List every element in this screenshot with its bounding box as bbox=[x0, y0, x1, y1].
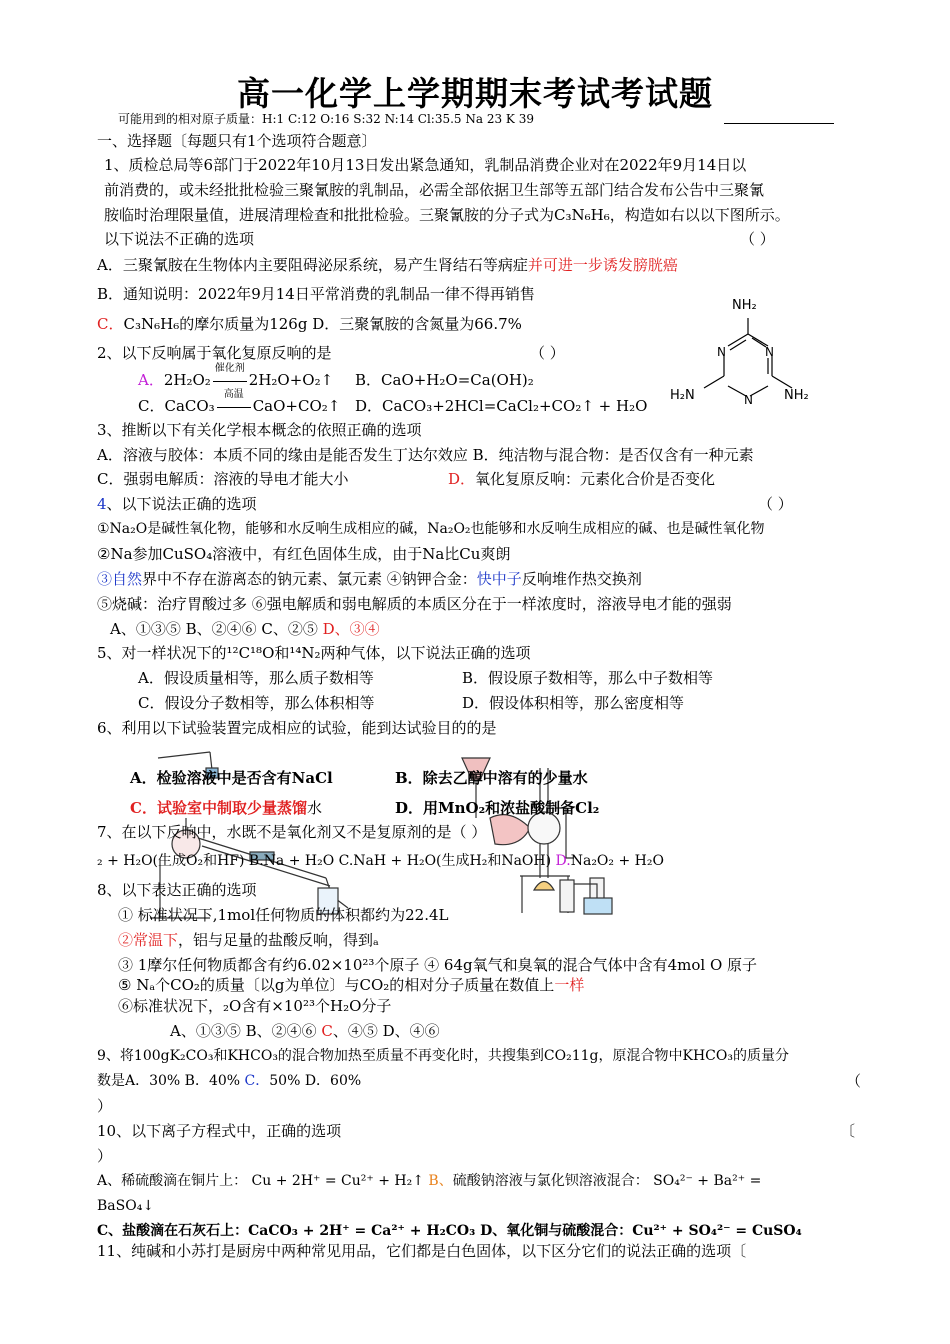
q8-statement-3-4: ③ 1摩尔任何物质都含有约6.02×10²³个原子 ④ 64g氧气和臭氧的混合气体中含有4mol O 原子 bbox=[118, 956, 758, 974]
blank-line bbox=[724, 123, 834, 124]
q3-stem: 3、推断以下有关化学根本概念的依照正确的选项 bbox=[97, 421, 422, 439]
q8-statement-2: ②常温下，铝与足量的盐酸反响，得到ₐ bbox=[118, 931, 379, 949]
q10-paren-left: 〔 bbox=[840, 1122, 856, 1140]
q2-answer-paren: （ ） bbox=[530, 344, 565, 362]
q6-option-a: A．检验溶液中是否含有NaCl bbox=[130, 769, 333, 787]
q6-option-b: B．除去乙醇中溶有的少量水 bbox=[395, 769, 588, 787]
melamine-structure-diagram bbox=[660, 290, 820, 410]
q10-option-a-b: A、稀硫酸滴在铜片上： Cu + 2H⁺ = Cu²⁺ + H₂↑ B、硫酸钠溶液与氯化钡溶液混合： SO₄²⁻ + Ba²⁺ = bbox=[97, 1173, 762, 1189]
q4-statement-5-6: ⑤烧碱：治疗胃酸过多 ⑥强电解质和弱电解质的本质区分在于一样浓度时，溶液导电才能的强弱 bbox=[97, 595, 732, 613]
q5-option-a: A．假设质量相等，那么质子数相等 bbox=[138, 669, 374, 687]
q1-line2: 前消费的，或未经批批检验三聚氰胺的乳制品，必需全部依据卫生部等五部门结合发布公告中三聚氰 bbox=[104, 181, 765, 199]
q2-option-a: A．2H₂O₂ 催化剂 2H₂O+O₂↑ bbox=[138, 363, 334, 389]
q8-statement-1: ① 标准状况下,1mol任何物质的体积都约为22.4L bbox=[118, 906, 449, 924]
n-atom-left: N bbox=[717, 345, 726, 359]
q11-stem: 11、纯碱和小苏打是厨房中两种常见用品，它们都是白色固体，以下区分它们的说法正确的选项〔 bbox=[97, 1242, 747, 1260]
q5-option-b: B．假设原子数相等，那么中子数相等 bbox=[462, 669, 714, 687]
q4-stem: 4、以下说法正确的选项 bbox=[97, 495, 257, 513]
q1-answer-paren: （ ） bbox=[740, 230, 775, 248]
q1-option-b: B．通知说明：2022年9月14日平常消费的乳制品一律不得再销售 bbox=[97, 285, 535, 303]
q3-option-d: D．氧化复原反响：元素化合价是否变化 bbox=[448, 470, 716, 488]
q10-paren-right: ） bbox=[97, 1147, 113, 1165]
q4-statement-3-4: ③自然界中不存在游离态的钠元素、氯元素 ④钠钾合金：快中子反响堆作热交换剂 bbox=[97, 570, 642, 588]
q9-line2: 数是A．30% B．40% C．50% D．60% bbox=[97, 1073, 362, 1089]
q8-stem: 8、以下表达正确的选项 bbox=[97, 881, 257, 899]
q5-stem: 5、对一样状况下的¹²C¹⁸O和¹⁴N₂两种气体，以下说法正确的选项 bbox=[97, 644, 531, 662]
q5-option-c: C．假设分子数相等，那么体积相等 bbox=[138, 694, 375, 712]
q1-line1: 1、质检总局等6部门于2022年10月13日发出紧急通知，乳制品消费企业对在2022年9月14日以 bbox=[104, 156, 747, 174]
q1-line4: 以下说法不正确的选项 bbox=[104, 230, 255, 248]
q5-option-d: D．假设体积相等，那么密度相等 bbox=[462, 694, 685, 712]
nh2-right-label: NH₂ bbox=[784, 388, 809, 403]
q3-option-c: C．强弱电解质：溶液的导电才能大小 bbox=[97, 470, 349, 488]
q9-paren-left: （ bbox=[846, 1072, 862, 1090]
atomic-masses: 可能用到的相对原子质量：H:1 C:12 O:16 S:32 N:14 Cl:35.5 Na 23 K 39 bbox=[118, 112, 534, 126]
h2n-left-label: H₂N bbox=[670, 388, 695, 403]
q2-option-c: C．CaCO₃ 高温 CaO+CO₂↑ bbox=[138, 389, 341, 415]
q6-stem: 6、利用以下试验装置完成相应的试验，能到达试验目的的是 bbox=[97, 719, 497, 737]
q4-options: A、①③⑤ B、②④⑥ C、②⑤ D、③④ bbox=[110, 620, 380, 638]
q10-stem: 10、以下离子方程式中，正确的选项 bbox=[97, 1122, 342, 1140]
q2-stem: 2、以下反响属于氧化复原反响的是 bbox=[97, 344, 332, 362]
q2-option-d: D．CaCO₃+2HCl=CaCl₂+CO₂↑ + H₂O bbox=[355, 397, 648, 415]
q8-statement-6: ⑥标准状况下，₂O含有×10²³个H₂O分子 bbox=[118, 997, 392, 1015]
q8-statement-5: ⑤ Nₐ个CO₂的质量〔以g为单位〕与CO₂的相对分子质量在数值上一样 bbox=[118, 976, 585, 994]
q4-statement-1: ①Na₂O是碱性氧化物，能够和水反响生成相应的碱，Na₂O₂也能够和水反响生成相应的碱、也是碱性氧化物 bbox=[97, 521, 765, 537]
q4-answer-paren: （ ） bbox=[758, 495, 793, 513]
q9-line1: 9、将100gK₂CO₃和KHCO₃的混合物加热至质量不再变化时，共搜集到CO₂11g，原混合物中KHCO₃的质量分 bbox=[97, 1048, 789, 1064]
q6-option-d: D．用MnO₂和浓盐酸制备Cl₂ bbox=[395, 799, 600, 817]
q10-option-b-cont: BaSO₄↓ bbox=[97, 1198, 155, 1214]
q10-option-c-d: C、盐酸滴在石灰石上：CaCO₃ + 2H⁺ = Ca²⁺ + H₂CO₃ D、氧化铜与硫酸混合：Cu²⁺ + SO₄²⁻ = CuSO₄ bbox=[97, 1223, 802, 1239]
q6-option-c: C．试验室中制取少量蒸馏水 bbox=[130, 799, 322, 817]
q1-line3: 胺临时治理限量值，进展清理检查和批批检验。三聚氰胺的分子式为C₃N₆H₆，构造如右以以下图所示。 bbox=[104, 206, 790, 224]
n-atom-bottom: N bbox=[744, 393, 753, 407]
q9-paren-right: ） bbox=[97, 1097, 113, 1115]
q1-option-a: A．三聚氰胺在生物体内主要阻碍泌尿系统，易产生肾结石等病症并可进一步诱发膀胱癌 bbox=[97, 256, 678, 274]
q3-option-ab: A．溶液与胶体：本质不同的缘由是能否发生丁达尔效应 B．纯洁物与混合物：是否仅含有一种元素 bbox=[97, 446, 754, 464]
page-title: 高一化学上学期期末考试考试题 bbox=[237, 74, 713, 113]
q7-options: ₂ + H₂O(生成O₂和HF) B.Na + H₂O C.NaH + H₂O(生成H₂和NaOH) D.Na₂O₂ + H₂O bbox=[97, 853, 664, 869]
nh2-top-label: NH₂ bbox=[732, 298, 757, 313]
q7-stem: 7、在以下反响中，水既不是氧化剂又不是复原剂的是（ ） bbox=[97, 823, 487, 841]
q2-option-b: B．CaO+H₂O=Ca(OH)₂ bbox=[355, 371, 534, 389]
q8-options: A、①③⑤ B、②④⑥ C、④⑤ D、④⑥ bbox=[170, 1022, 440, 1040]
q4-statement-2: ②Na参加CuSO₄溶液中，有红色固体生成，由于Na比Cu爽朗 bbox=[97, 545, 511, 563]
section-heading: 一、选择题〔每题只有1个选项符合题意〕 bbox=[97, 132, 377, 150]
n-atom-right: N bbox=[765, 345, 774, 359]
q1-option-cd: C．C₃N₆H₆的摩尔质量为126g D．三聚氰胺的含氮量为66.7% bbox=[97, 315, 522, 333]
